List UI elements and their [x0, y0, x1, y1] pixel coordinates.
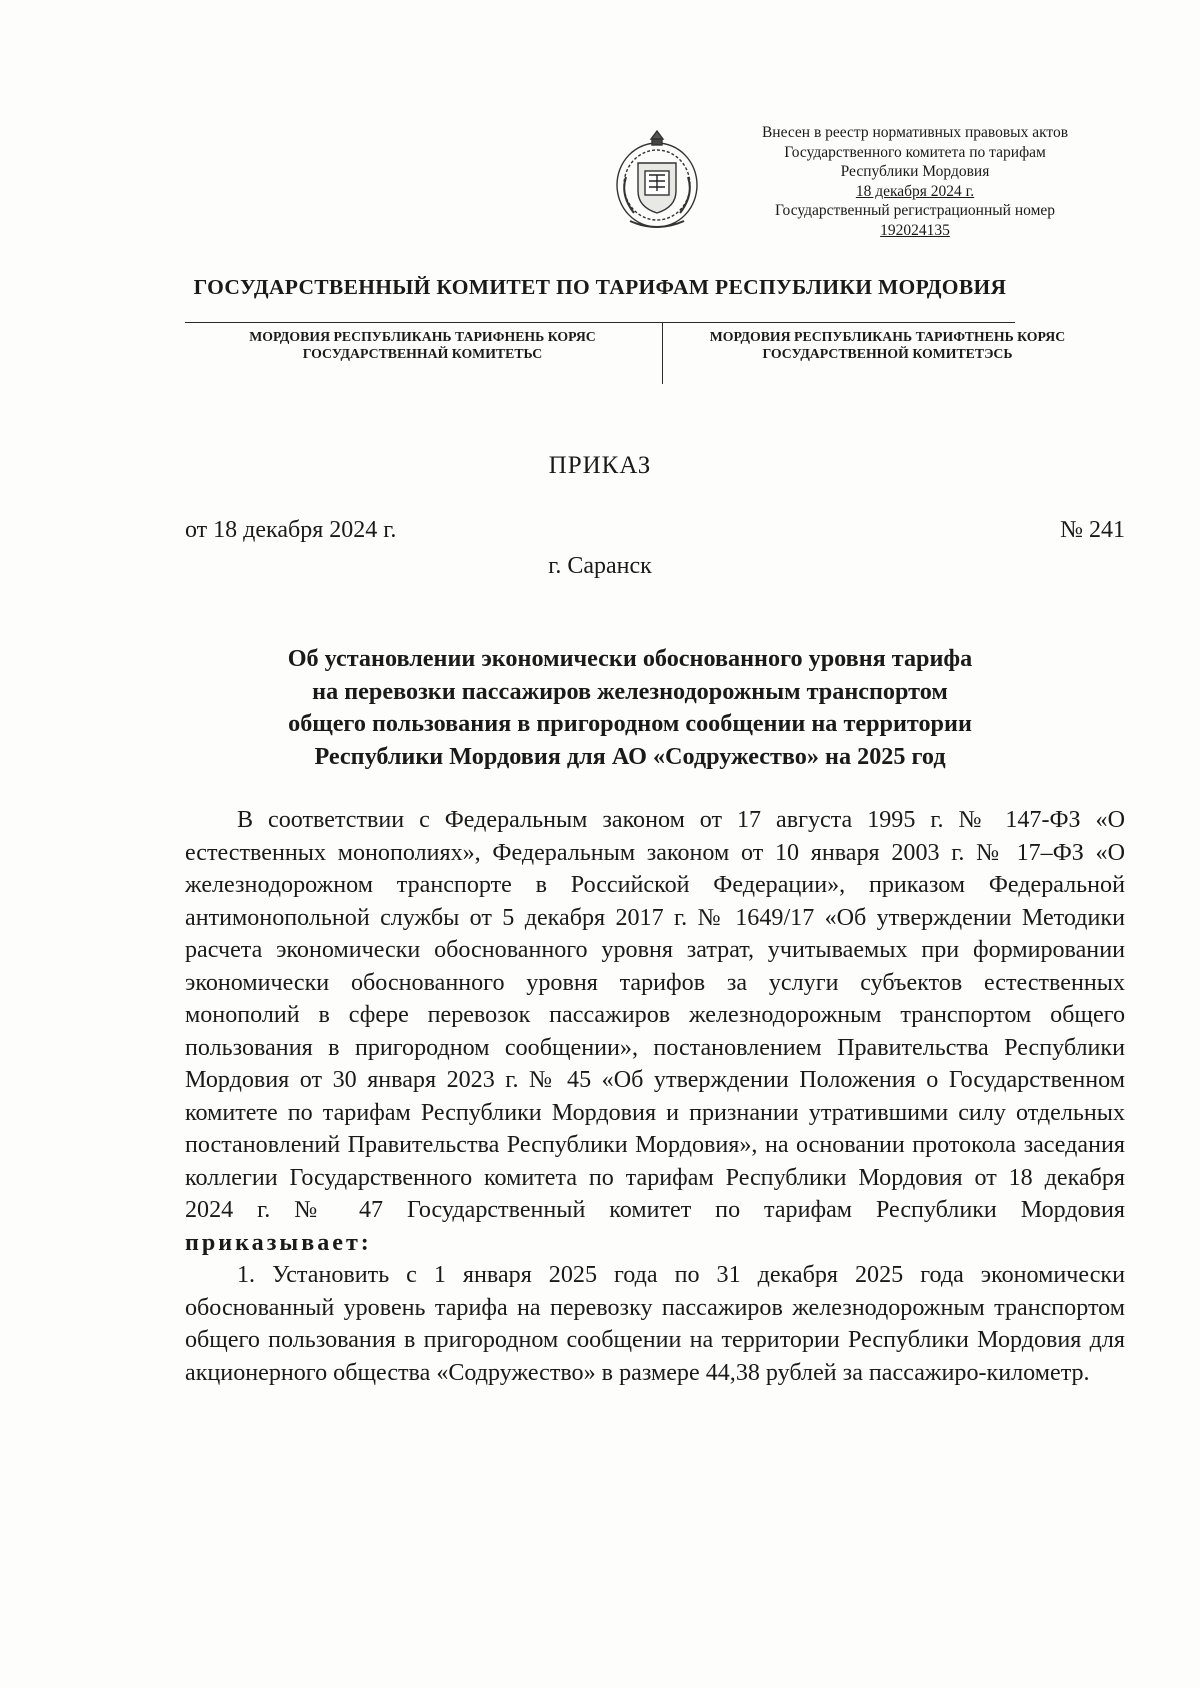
registry-number-label: Государственный регистрационный номер [774, 202, 1056, 220]
preamble-paragraph [185, 804, 1125, 1259]
registry-line: Республики Мордовия [840, 163, 990, 181]
moksha-org-line: ГОСУДАРСТВЕННАЙ КОМИТЕТЬС [302, 346, 543, 361]
registry-line: Внесен в реестр нормативных правовых актов [761, 124, 1069, 141]
registry-number: 192024135 [880, 221, 950, 239]
moksha-org-name [185, 328, 660, 362]
order-date: от 18 декабря 2024 г. [185, 517, 397, 543]
clause-1-paragraph: 1. Установить с 1 января 2025 года по 31 декабря 2025 года экономически обоснованный уровень тарифа на перевозку пассажиров железнодорожным транспортом общего пользования в пригородном сообщении на территории Республики Мордовия для акционерного общества «Содружество» в размере 44,38 рублей за пассажиро-километр. [185, 1262, 1125, 1386]
header-divider [185, 322, 1015, 323]
heading-line: Республики Мордовия для АО «Содружество» на 2025 год [314, 742, 946, 770]
order-number: № 241 [1060, 517, 1125, 543]
coat-of-arms-emblem [608, 125, 706, 235]
erzya-org-name [665, 328, 1110, 362]
heading-line: общего пользования в пригородном сообщении на территории [288, 710, 972, 737]
registry-stamp [730, 123, 1100, 241]
registry-date: 18 декабря 2024 г. [855, 182, 975, 200]
decree-word: приказывает: [185, 1229, 372, 1256]
erzya-org-line: ГОСУДАРСТВЕННОЙ КОМИТЕТЭСЬ [762, 346, 1013, 361]
heading-line: на перевозки пассажиров железнодорожным транспортом [312, 677, 948, 705]
preamble-text: В соответствии с Федеральным законом от 17 августа 1995 г. № 147-ФЗ «О естественных монополиях», Федеральным законом от 10 января 2003 г. № 17–ФЗ «О железнодорожном транспорте в Российской Федерации», приказом Федеральной антимонопольной службы от 5 декабря 2017 г. № 1649/17 «Об утверждении Методики расчета экономически обоснованного уровня затрат, учитываемых при формировании экономически обоснованного уровня тарифов за услуги субъектов естественных монополий в сфере перевозок пассажиров железнодорожным транспортом общего пользования в пригородном сообщении», постановлением Правительства Республики Мордовия от 30 января 2023 г. № 45 «Об утверждении Положения о Государственном комитете по тарифам Республики Мордовия и признании утратившими силу отдельных постановлений Правительства Республики Мордовия», на основании протокола заседания коллегии Государственного комитета по тарифам Республики Мордовия от 18 декабря 2024 г. № 47 Государственный комитет по тарифам Республики Мордовия [185, 807, 1125, 1223]
header-vertical-divider [662, 322, 663, 384]
erzya-org-line: МОРДОВИЯ РЕСПУБЛИКАНЬ ТАРИФТНЕНЬ КОРЯС [709, 329, 1066, 344]
order-heading [230, 643, 1030, 773]
document-type: ПРИКАЗ [548, 452, 652, 479]
order-body [185, 804, 1125, 1389]
order-city: г. Саранск [548, 553, 652, 579]
heading-line: Об установлении экономически обоснованного уровня тарифа [287, 645, 973, 672]
organization-title: ГОСУДАРСТВЕННЫЙ КОМИТЕТ ПО ТАРИФАМ РЕСПУБЛИКИ МОРДОВИЯ [193, 275, 1007, 299]
registry-line: Государственного комитета по тарифам [784, 143, 1046, 161]
moksha-org-line: МОРДОВИЯ РЕСПУБЛИКАНЬ ТАРИФНЕНЬ КОРЯС [249, 329, 596, 344]
